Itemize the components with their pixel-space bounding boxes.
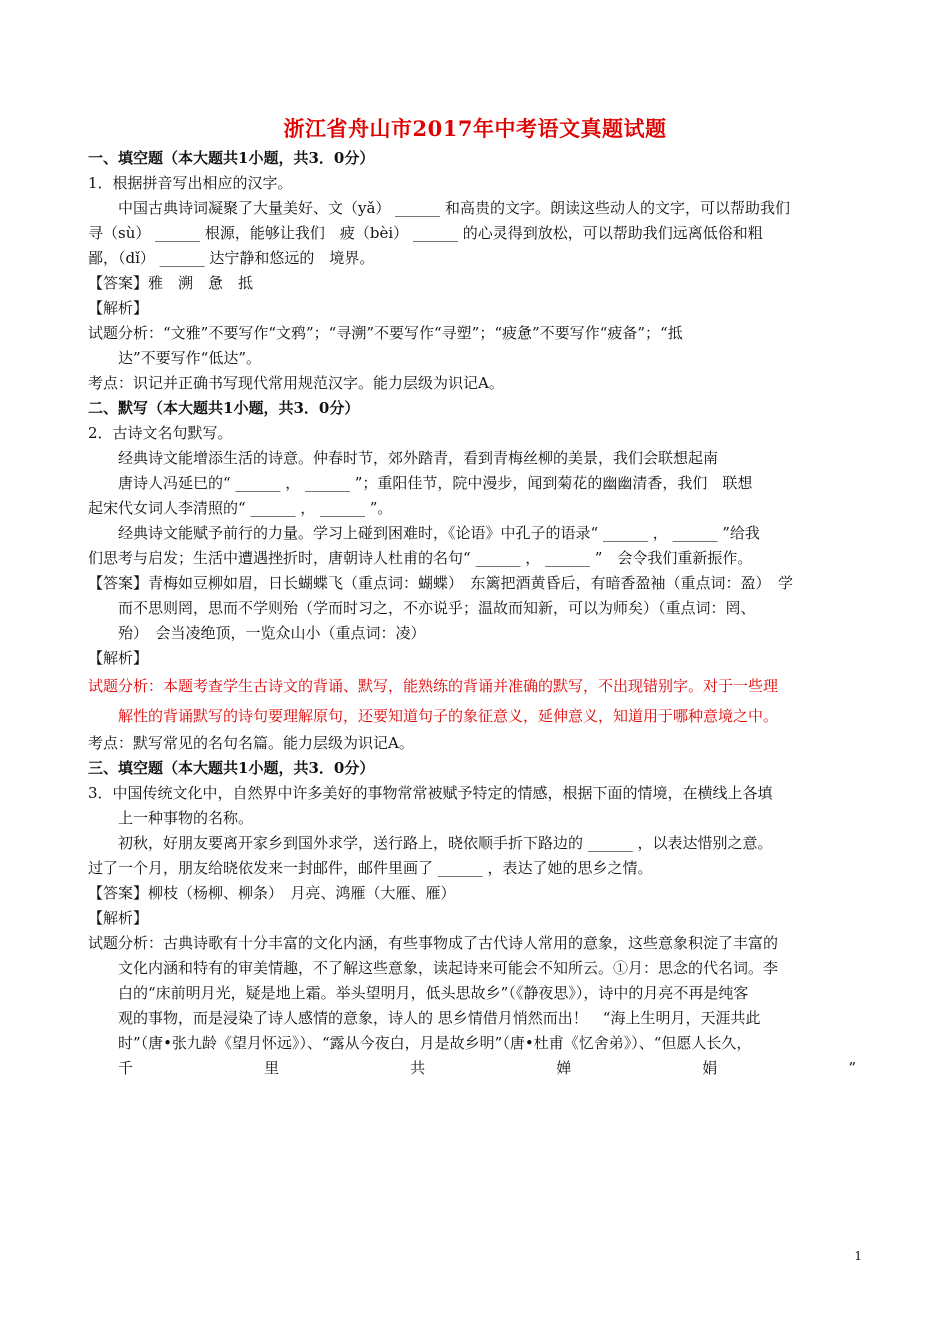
text-line: 而不思则罔，思而不学则殆（学而时习之，不亦说乎；温故而知新，可以为师矣）（重点词：罔、 [118,599,756,617]
text-lines [88,146,868,1056]
text-line: 殆） 会当凌绝顶，一览众山小（重点词：凌） [118,624,426,642]
spread-char: 共 [410,1059,426,1077]
text-line: 文化内涵和特有的审美情趣，不了解这些意象，读起诗来可能会不知所云。①月：思念的代名词。李 [118,959,779,977]
spread-char: 里 [264,1059,280,1077]
spread-char: 婵 [556,1059,572,1077]
text-line: 中国古典诗词凝聚了大量美好、文（yǎ） ______ 和高贵的文字。朗读这些动人的文字，可以帮助我们 [118,199,790,217]
text-line: 达”不要写作“低达”。 [118,349,262,367]
highlighted-analysis-line: 试题分析：本题考查学生古诗文的背诵、默写，能熟练的背诵并准确的默写，不出现错别字。对于一些理 [88,677,779,695]
spread-char: ” [848,1059,856,1077]
text-line: 【解析】 [88,649,149,667]
section-heading: 二、默写（本大题共1小题，共3．0分） [88,399,360,417]
text-line: 1．根据拼音写出相应的汉字。 [88,174,293,192]
section-heading: 一、填空题（本大题共1小题，共3．0分） [88,149,375,167]
text-line: 寻（sù） ______ 根源，能够让我们 疲（bèi） ______ 的心灵得到放松，可以帮助我们远离低俗和粗 [88,224,763,242]
section-heading: 三、填空题（本大题共1小题，共3．0分） [88,759,375,777]
text-line: 【答案】柳枝（杨柳、柳条） 月亮、鸿雁（大雁、雁） [88,884,456,902]
text-line: 鄙，（dǐ） ______ 达宁静和悠远的 境界。 [88,249,375,267]
text-line: 们思考与启发；生活中遭遇挫折时，唐朝诗人杜甫的名句“ ______ ， ______ ” 会令我们重新振作。 [88,549,753,567]
text-line: 起宋代女词人李清照的“ ______ ， ______ ”。 [88,499,393,517]
text-line: 初秋，好朋友要离开家乡到国外求学，送行路上，晓依顺手折下路边的 ______ ，以表达惜别之意。 [118,834,773,852]
document-body [88,146,868,1081]
text-line: 考点：默写常见的名句名篇。能力层级为识记A。 [88,734,414,752]
text-line: 试题分析：“文雅”不要写作“文鸦”；“寻溯”不要写作“寻塑”；“疲惫”不要写作“疲备”；“抵 [88,324,683,342]
spread-line [88,1056,868,1081]
text-line: 过了一个月，朋友给晓依发来一封邮件，邮件里画了 ______ ，表达了她的思乡之情。 [88,859,653,877]
text-line: 【答案】青梅如豆柳如眉，日长蝴蝶飞（重点词：蝴蝶） 东篱把酒黄昏后，有暗香盈袖（重点词：盈） 学 [88,574,794,592]
spread-char: 娟 [702,1059,718,1077]
text-line: 【答案】雅 溯 惫 抵 [88,274,254,292]
highlighted-analysis-line: 解性的背诵默写的诗句要理解原句，还要知道句子的象征意义，延伸意义，知道用于哪种意境之中。 [118,707,779,725]
text-line: 【解析】 [88,299,149,317]
text-line: 经典诗文能增添生活的诗意。仲春时节，郊外踏青，看到青梅丝柳的美景，我们会联想起南 [118,449,719,467]
text-line: 试题分析：古典诗歌有十分丰富的文化内涵，有些事物成了古代诗人常用的意象，这些意象积淀了丰富的 [88,934,779,952]
page-number: 1 [854,1249,862,1263]
text-line: 白的“床前明月光，疑是地上霜。举头望明月，低头思故乡”（《静夜思》），诗中的月亮不再是纯客 [118,984,749,1002]
text-line: 观的事物，而是浸染了诗人感情的意象，诗人的 思乡情借月悄然而出！ “海上生明月，天涯共此 [118,1009,761,1027]
text-line: 2．古诗文名句默写。 [88,424,233,442]
text-line: 考点：识记并正确书写现代常用规范汉字。能力层级为识记A。 [88,374,504,392]
text-line: 唐诗人冯延巳的“ ______ ， ______ ”；重阳佳节，院中漫步，闻到菊花的幽幽清香，我们 联想 [118,474,753,492]
text-line: 3．中国传统文化中，自然界中许多美好的事物常常被赋予特定的情感，根据下面的情境，在横线上各填 [88,784,773,802]
page-title: 浙江省舟山市2017年中考语文真题试题 [283,116,667,141]
spread-char: 千 [118,1059,134,1077]
text-line: 时”（唐•张九龄《望月怀远》）、“露从今夜白，月是故乡明”（唐•杜甫《忆舍弟》）、“但愿人长久， [118,1034,752,1052]
text-line: 上一种事物的名称。 [118,809,254,827]
text-line: 【解析】 [88,909,149,927]
text-line: 经典诗文能赋予前行的力量。学习上碰到困难时，《论语》中孔子的语录“ ______ ， ______ ”给我 [118,524,760,542]
